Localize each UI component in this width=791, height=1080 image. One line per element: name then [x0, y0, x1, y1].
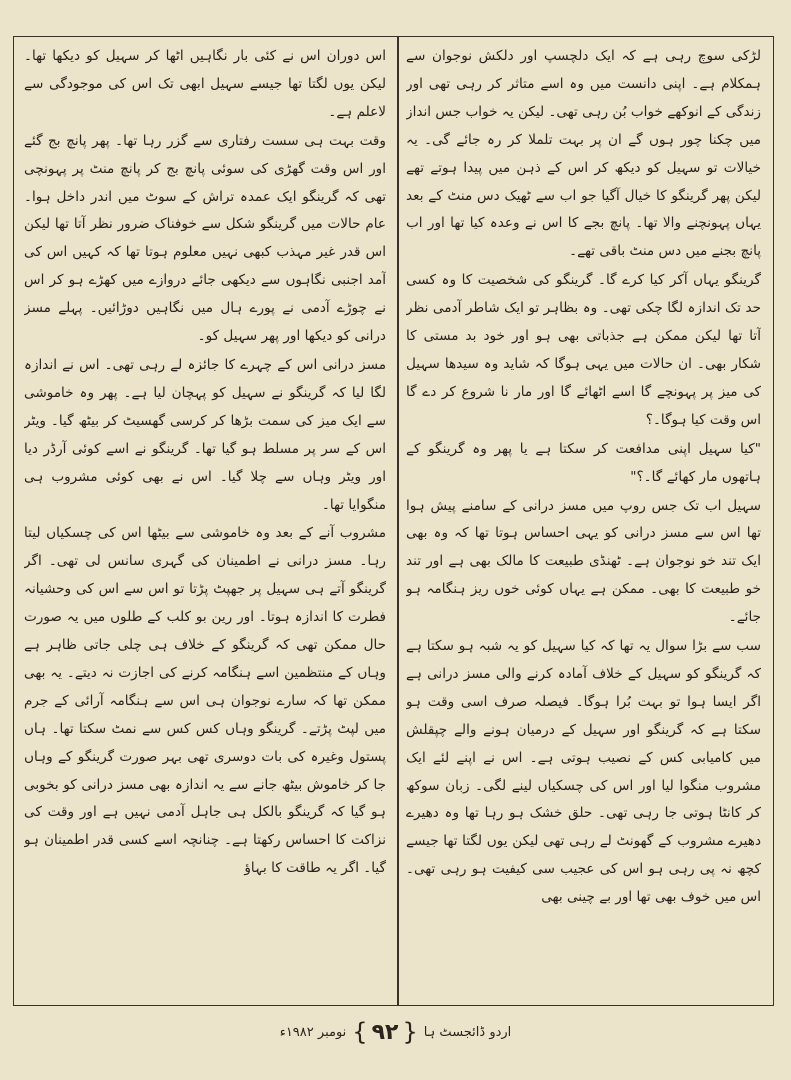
paragraph: مشروب آنے کے بعد وہ خاموشی سے بیٹھا اس کی چسکیاں لیتا رہا۔ مسز درانی نے اطمینان کی گہری سانس لی تھی۔ اگر گرینگو آتے ہی سہیل پر جھپٹ پڑتا تو اس سے اس کی وحشیانہ فطرت کا اندازہ ہوتا۔ اور رین بو کلب کے طلوں میں یہ صورت حال ممکن تھی کہ گرینگو کے خلاف ہی چلی جاتی ظاہر ہے وہاں کے منتظمین اسے ہنگامہ کرنے کی اجازت نہ دیتے۔ یہ بھی ممکن تھا کہ سارے نوجوان ہی اس سے ہنگامہ آرائی کے جرم میں لپٹ پڑتے۔ گرینگو وہاں کس کس سے نمٹ سکتا تھا۔ ہاں پستول وغیرہ کی بات دوسری تھی بہر صورت گرینگو کے وہاں جا کر خاموش بیٹھ جانے سے یہ اندازہ بھی مسز درانی کو بخوبی ہو گیا کہ گرینگو بالکل ہی جاہل آدمی نہیں ہے اور وقت کی نزاکت کا احساس رکھتا ہے۔ چنانچہ اسے کسی قدر اطمینان ہو گیا۔ اگر یہ طاقت کا بہاؤ — [24, 525, 386, 877]
paragraph: لڑکی سوچ رہی ہے کہ ایک دلچسپ اور دلکش نوجوان سے ہمکلام ہے۔ اپنی دانست میں وہ اسے متاثر کر رہی تھی اور زندگی کے انوکھے خواب بُن رہی تھی۔ لیکن یہ خواب جس انداز میں چکنا چور ہوں گے ان پر بہت تلملا کر رہ جائے گی۔ یہ خیالات تو سہیل کو دیکھ کر اس کے ذہن میں پیدا ہوتے تھے لیکن پھر گرینگو کا خیال آگیا جو اب سے ٹھیک دس منٹ کے بعد یہاں پہونچنے والا تھا۔ پانچ بجے کا اس نے وعدہ کیا تھا اور اب پانچ بجنے میں دس منٹ باقی تھے۔ — [406, 48, 761, 260]
text-frame — [13, 36, 774, 1006]
right-column — [406, 43, 761, 999]
paragraph: سب سے بڑا سوال یہ تھا کہ کیا سہیل کو یہ شبہ ہو سکتا ہے کہ گرینگو کو سہیل کے خلاف آمادہ کرنے والی مسز درانی ہے اگر ایسا ہوا تو بہت بُرا ہوگا۔ فیصلہ صرف اسی وقت ہو سکتا ہے کہ گرینگو اور سہیل کے درمیان ہونے والے چپقلش میں کامیابی کس کے نصیب ہوتی ہے۔ اس نے اپنے لئے ایک مشروب منگوا لیا اور اس کی چسکیاں لینے لگی۔ زبان سوکھ کر کانٹا ہوتی جا رہی تھی۔ حلق خشک ہو رہا تھا وہ دھیرے دھیرے مشروب کے گھونٹ لے رہی تھی لیکن یوں لگتا تھا جیسے کچھ نہ پی رہی ہو اس کی عجیب سی کیفیت ہو رہی تھی۔ اس میں خوف بھی تھا اور بے چینی بھی — [406, 638, 761, 906]
left-brace-icon: { — [402, 1018, 418, 1046]
magazine-name: اردو ڈائجسٹ ہا — [423, 1024, 512, 1040]
paragraph: اس دوران اس نے کئی بار نگاہیں اٹھا کر سہیل کو دیکھا تھا۔ لیکن یوں لگتا تھا جیسے سہیل ابھی تک اس کی موجودگی سے لاعلم ہے۔ — [24, 48, 386, 120]
page-footer — [0, 1017, 791, 1047]
paragraph: "کیا سہیل اپنی مدافعت کر سکتا ہے یا پھر وہ گرینگو کے ہاتھوں مار کھائے گا۔؟" — [406, 440, 761, 485]
column-divider — [397, 37, 399, 1005]
paragraph: سہیل اب تک جس روپ میں مسز درانی کے سامنے پیش ہوا تھا اس سے مسز درانی کو یہی احساس ہوتا تھا کہ وہ بھی ایک تند خو نوجوان ہے۔ ٹھنڈی طبیعت کا مالک بھی ہے اور تند خو طبیعت کا بھی۔ ممکن ہے یہاں کوئی خوں ریز ہنگامہ ہو جائے۔ — [406, 497, 761, 626]
paragraph: وقت بہت ہی سست رفتاری سے گزر رہا تھا۔ پھر پانچ بج گئے اور اس وقت گھڑی کی سوئی پانچ بج کر پانچ منٹ پر پہونچی تھی کہ گرینگو ایک عمدہ تراش کے سوٹ میں اندر داخل ہوا۔ عام حالات میں گرینگو شکل سے خوفناک ضرور نظر آتا تھا لیکن اس قدر غیر مہذب کبھی نہیں معلوم ہوتا تھا کہ کہیں اس کی آمد اجنبی نگاہوں سے دیکھی جائے دروازے میں کھڑے ہو کر اس نے چوڑے آدمی نے پورے ہال میں نگاہیں دوڑائیں۔ پہلے مسز درانی کو دیکھا اور پھر سہیل کو۔ — [24, 132, 386, 345]
right-brace-icon: } — [352, 1018, 368, 1046]
page-number: ۹۲ — [371, 1019, 399, 1045]
left-column — [24, 43, 386, 999]
paragraph: مسز درانی اس کے چہرے کا جائزہ لے رہی تھی۔ اس نے اندازہ لگا لیا کہ گرینگو نے سہیل کو پہچان لیا ہے۔ پھر وہ خاموشی سے ایک میز کی سمت بڑھا کر کرسی گھسیٹ کر بیٹھ گیا۔ ویٹر اس کے سر پر مسلط ہو گیا تھا۔ گرینگو نے اسے کوئی آرڈر دیا اور ویٹر وہاں سے چلا گیا۔ اس نے بھی کوئی مشروب ہی منگوایا تھا۔ — [24, 356, 386, 513]
paragraph: گرینگو یہاں آکر کیا کرے گا۔ گرینگو کی شخصیت کا وہ کسی حد تک اندازہ لگا چکی تھی۔ وہ بظاہر تو ایک شاطر آدمی نظر آتا تھا لیکن ممکن ہے جذباتی بھی ہو اور خود بد مستی کا شکار بھی۔ ان حالات میں یہی ہوگا کہ شاید وہ سیدھا سہیل کی میز پر پہونچے گا اسے اٹھائے گا اور مار نا شروع کر دے گا اس وقت کیا ہوگا۔؟ — [406, 272, 761, 428]
issue-date: نومبر ۱۹۸۲ء — [279, 1024, 347, 1040]
